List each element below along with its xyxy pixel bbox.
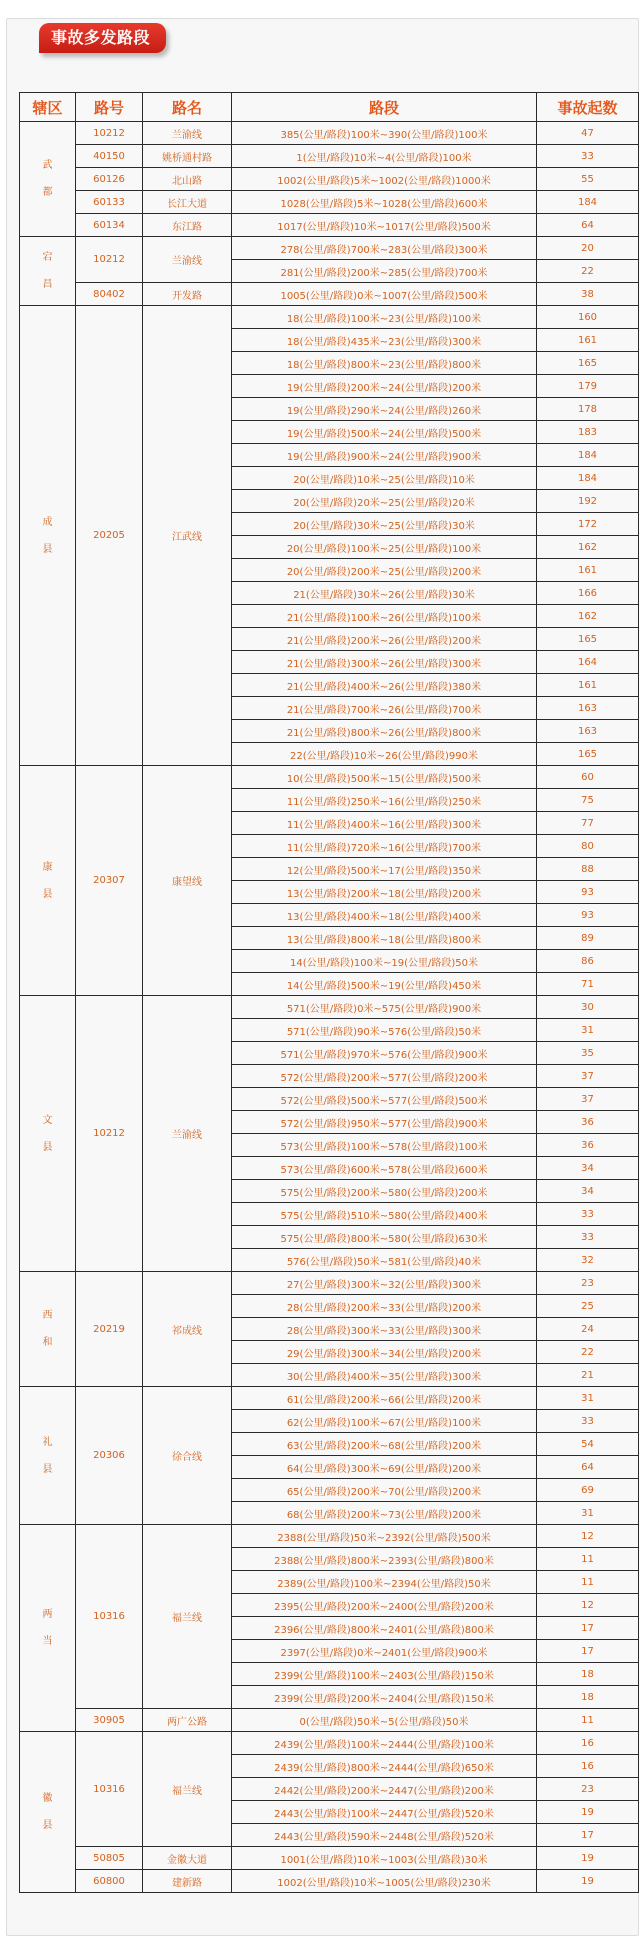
road-number-cell: 10316 — [76, 1525, 143, 1709]
accident-count-cell: 20 — [537, 237, 639, 260]
segment-cell: 19(公里/路段)900米~24(公里/路段)900米 — [232, 444, 537, 467]
segment-cell: 21(公里/路段)300米~26(公里/路段)300米 — [232, 651, 537, 674]
accident-panel — [6, 18, 639, 1936]
segment-cell: 13(公里/路段)800米~18(公里/路段)800米 — [232, 927, 537, 950]
road-number-cell: 60126 — [76, 168, 143, 191]
segment-cell: 1005(公里/路段)0米~1007(公里/路段)500米 — [232, 283, 537, 306]
accident-count-cell: 22 — [537, 260, 639, 283]
segment-cell: 2397(公里/路段)0米~2401(公里/路段)900米 — [232, 1640, 537, 1663]
segment-cell: 14(公里/路段)100米~19(公里/路段)50米 — [232, 950, 537, 973]
district-char: 武 — [42, 160, 53, 171]
district-char: 礼 — [42, 1436, 53, 1448]
segment-cell: 19(公里/路段)290米~24(公里/路段)260米 — [232, 398, 537, 421]
accident-count-cell: 21 — [537, 1364, 639, 1387]
accident-count-cell: 161 — [537, 329, 639, 352]
header-road-number: 路号 — [76, 93, 143, 122]
accident-count-cell: 33 — [537, 1410, 639, 1433]
accident-count-cell: 16 — [537, 1732, 639, 1755]
accident-count-cell: 11 — [537, 1709, 639, 1732]
segment-cell: 21(公里/路段)200米~26(公里/路段)200米 — [232, 628, 537, 651]
accident-count-cell: 38 — [537, 283, 639, 306]
accident-count-cell: 37 — [537, 1088, 639, 1111]
segment-cell: 2439(公里/路段)100米~2444(公里/路段)100米 — [232, 1732, 537, 1755]
accident-count-cell: 25 — [537, 1295, 639, 1318]
accident-count-cell: 17 — [537, 1617, 639, 1640]
segment-cell: 29(公里/路段)300米~34(公里/路段)200米 — [232, 1341, 537, 1364]
district-char: 县 — [42, 1820, 53, 1831]
table-row — [20, 1870, 639, 1893]
district-cell — [20, 766, 76, 996]
road-name-cell: 祁成线 — [143, 1272, 232, 1387]
segment-cell: 20(公里/路段)20米~25(公里/路段)20米 — [232, 490, 537, 513]
segment-cell: 572(公里/路段)950米~577(公里/路段)900米 — [232, 1111, 537, 1134]
table-body — [20, 122, 639, 1893]
road-number-cell: 60133 — [76, 191, 143, 214]
segment-cell: 573(公里/路段)600米~578(公里/路段)600米 — [232, 1157, 537, 1180]
accident-count-cell: 17 — [537, 1640, 639, 1663]
segment-cell: 281(公里/路段)200米~285(公里/路段)700米 — [232, 260, 537, 283]
district-char: 县 — [42, 1141, 53, 1153]
accident-count-cell: 93 — [537, 904, 639, 927]
road-name-cell: 徐合线 — [143, 1387, 232, 1525]
accident-count-cell: 22 — [537, 1341, 639, 1364]
segment-cell: 14(公里/路段)500米~19(公里/路段)450米 — [232, 973, 537, 996]
accident-count-cell: 179 — [537, 375, 639, 398]
accident-count-cell: 37 — [537, 1065, 639, 1088]
accident-count-cell: 184 — [537, 467, 639, 490]
accident-count-cell: 33 — [537, 1226, 639, 1249]
segment-cell: 2439(公里/路段)800米~2444(公里/路段)650米 — [232, 1755, 537, 1778]
road-number-cell: 40150 — [76, 145, 143, 168]
header-accident-count: 事故起数 — [537, 93, 639, 122]
road-name-cell: 康望线 — [143, 766, 232, 996]
segment-cell: 2388(公里/路段)800米~2393(公里/路段)800米 — [232, 1548, 537, 1571]
road-name-cell: 金徽大道 — [143, 1847, 232, 1870]
district-char: 县 — [42, 888, 53, 900]
segment-cell: 1(公里/路段)10米~4(公里/路段)100米 — [232, 145, 537, 168]
table-row — [20, 1709, 639, 1732]
segment-cell: 21(公里/路段)400米~26(公里/路段)380米 — [232, 674, 537, 697]
district-char: 西 — [42, 1310, 53, 1321]
segment-cell: 21(公里/路段)800米~26(公里/路段)800米 — [232, 720, 537, 743]
accident-count-cell: 23 — [537, 1778, 639, 1801]
segment-cell: 0(公里/路段)50米~5(公里/路段)50米 — [232, 1709, 537, 1732]
segment-cell: 2389(公里/路段)100米~2394(公里/路段)50米 — [232, 1571, 537, 1594]
accident-count-cell: 17 — [537, 1824, 639, 1847]
segment-cell: 21(公里/路段)100米~26(公里/路段)100米 — [232, 605, 537, 628]
accident-count-cell: 30 — [537, 996, 639, 1019]
accident-count-cell: 89 — [537, 927, 639, 950]
segment-cell: 278(公里/路段)700米~283(公里/路段)300米 — [232, 237, 537, 260]
accident-count-cell: 19 — [537, 1847, 639, 1870]
district-char: 当 — [42, 1636, 53, 1647]
accident-count-cell: 11 — [537, 1571, 639, 1594]
table-row — [20, 283, 639, 306]
segment-cell: 20(公里/路段)10米~25(公里/路段)10米 — [232, 467, 537, 490]
segment-cell: 19(公里/路段)500米~24(公里/路段)500米 — [232, 421, 537, 444]
segment-cell: 2395(公里/路段)200米~2400(公里/路段)200米 — [232, 1594, 537, 1617]
accident-count-cell: 19 — [537, 1801, 639, 1824]
accident-table — [19, 92, 639, 1893]
accident-count-cell: 178 — [537, 398, 639, 421]
road-name-cell: 姚桥通村路 — [143, 145, 232, 168]
accident-count-cell: 69 — [537, 1479, 639, 1502]
accident-count-cell: 11 — [537, 1548, 639, 1571]
accident-count-cell: 19 — [537, 1870, 639, 1893]
road-name-cell: 江武线 — [143, 306, 232, 766]
header-district: 辖区 — [20, 93, 76, 122]
accident-count-cell: 23 — [537, 1272, 639, 1295]
segment-cell: 30(公里/路段)400米~35(公里/路段)300米 — [232, 1364, 537, 1387]
accident-count-cell: 75 — [537, 789, 639, 812]
table-row — [20, 306, 639, 329]
segment-cell: 576(公里/路段)50米~581(公里/路段)40米 — [232, 1249, 537, 1272]
accident-count-cell: 166 — [537, 582, 639, 605]
segment-cell: 575(公里/路段)200米~580(公里/路段)200米 — [232, 1180, 537, 1203]
road-number-cell: 50805 — [76, 1847, 143, 1870]
segment-cell: 20(公里/路段)30米~25(公里/路段)30米 — [232, 513, 537, 536]
road-number-cell: 80402 — [76, 283, 143, 306]
segment-cell: 571(公里/路段)90米~576(公里/路段)50米 — [232, 1019, 537, 1042]
accident-count-cell: 192 — [537, 490, 639, 513]
segment-cell: 385(公里/路段)100米~390(公里/路段)100米 — [232, 122, 537, 145]
segment-cell: 28(公里/路段)200米~33(公里/路段)200米 — [232, 1295, 537, 1318]
district-char: 和 — [42, 1337, 53, 1348]
accident-count-cell: 34 — [537, 1157, 639, 1180]
table-row — [20, 1525, 639, 1548]
district-char: 徽 — [42, 1793, 53, 1804]
segment-cell: 65(公里/路段)200米~70(公里/路段)200米 — [232, 1479, 537, 1502]
segment-cell: 12(公里/路段)500米~17(公里/路段)350米 — [232, 858, 537, 881]
accident-count-cell: 31 — [537, 1502, 639, 1525]
district-cell — [20, 122, 76, 237]
district-char: 宕 — [42, 252, 53, 263]
segment-cell: 2399(公里/路段)200米~2404(公里/路段)150米 — [232, 1686, 537, 1709]
segment-cell: 28(公里/路段)300米~33(公里/路段)300米 — [232, 1318, 537, 1341]
accident-count-cell: 80 — [537, 835, 639, 858]
district-char: 康 — [42, 861, 53, 873]
road-name-cell: 开发路 — [143, 283, 232, 306]
accident-count-cell: 86 — [537, 950, 639, 973]
accident-count-cell: 165 — [537, 628, 639, 651]
table-row — [20, 1272, 639, 1295]
accident-count-cell: 16 — [537, 1755, 639, 1778]
district-cell — [20, 306, 76, 766]
accident-count-cell: 165 — [537, 743, 639, 766]
accident-count-cell: 33 — [537, 145, 639, 168]
district-cell — [20, 1525, 76, 1732]
accident-count-cell: 18 — [537, 1686, 639, 1709]
segment-cell: 575(公里/路段)800米~580(公里/路段)630米 — [232, 1226, 537, 1249]
district-cell — [20, 1387, 76, 1525]
accident-count-cell: 47 — [537, 122, 639, 145]
segment-cell: 571(公里/路段)0米~575(公里/路段)900米 — [232, 996, 537, 1019]
accident-count-cell: 32 — [537, 1249, 639, 1272]
road-number-cell: 10212 — [76, 237, 143, 283]
segment-cell: 2396(公里/路段)800米~2401(公里/路段)800米 — [232, 1617, 537, 1640]
table-row — [20, 168, 639, 191]
segment-cell: 572(公里/路段)200米~577(公里/路段)200米 — [232, 1065, 537, 1088]
segment-cell: 21(公里/路段)30米~26(公里/路段)30米 — [232, 582, 537, 605]
table-row — [20, 1847, 639, 1870]
district-char: 昌 — [42, 279, 53, 290]
road-number-cell: 20307 — [76, 766, 143, 996]
accident-count-cell: 24 — [537, 1318, 639, 1341]
road-name-cell: 兰渝线 — [143, 122, 232, 145]
table-row — [20, 191, 639, 214]
district-char: 县 — [42, 543, 53, 555]
segment-cell: 1002(公里/路段)10米~1005(公里/路段)230米 — [232, 1870, 537, 1893]
accident-count-cell: 64 — [537, 1456, 639, 1479]
road-name-cell: 兰渝线 — [143, 996, 232, 1272]
table-row — [20, 237, 639, 260]
accident-count-cell: 163 — [537, 720, 639, 743]
accident-count-cell: 164 — [537, 651, 639, 674]
accident-count-cell: 161 — [537, 559, 639, 582]
road-name-cell: 长江大道 — [143, 191, 232, 214]
segment-cell: 2443(公里/路段)100米~2447(公里/路段)520米 — [232, 1801, 537, 1824]
accident-count-cell: 36 — [537, 1134, 639, 1157]
accident-count-cell: 31 — [537, 1019, 639, 1042]
segment-cell: 1001(公里/路段)10米~1003(公里/路段)30米 — [232, 1847, 537, 1870]
segment-cell: 11(公里/路段)250米~16(公里/路段)250米 — [232, 789, 537, 812]
segment-cell: 1017(公里/路段)10米~1017(公里/路段)500米 — [232, 214, 537, 237]
district-char: 文 — [42, 1114, 53, 1126]
accident-count-cell: 163 — [537, 697, 639, 720]
road-number-cell: 10212 — [76, 122, 143, 145]
segment-cell: 571(公里/路段)970米~576(公里/路段)900米 — [232, 1042, 537, 1065]
accident-count-cell: 12 — [537, 1594, 639, 1617]
road-name-cell: 建新路 — [143, 1870, 232, 1893]
road-number-cell: 30905 — [76, 1709, 143, 1732]
accident-count-cell: 162 — [537, 605, 639, 628]
accident-count-cell: 184 — [537, 191, 639, 214]
segment-cell: 64(公里/路段)300米~69(公里/路段)200米 — [232, 1456, 537, 1479]
segment-cell: 2399(公里/路段)100米~2403(公里/路段)150米 — [232, 1663, 537, 1686]
header-road-name: 路名 — [143, 93, 232, 122]
district-char: 都 — [42, 187, 53, 198]
accident-count-cell: 60 — [537, 766, 639, 789]
segment-cell: 19(公里/路段)200米~24(公里/路段)200米 — [232, 375, 537, 398]
district-cell — [20, 1732, 76, 1893]
accident-count-cell: 33 — [537, 1203, 639, 1226]
table-row — [20, 1387, 639, 1410]
district-char: 两 — [42, 1609, 53, 1620]
segment-cell: 2442(公里/路段)200米~2447(公里/路段)200米 — [232, 1778, 537, 1801]
road-number-cell: 20205 — [76, 306, 143, 766]
road-number-cell: 20306 — [76, 1387, 143, 1525]
accident-count-cell: 31 — [537, 1387, 639, 1410]
table-row — [20, 214, 639, 237]
segment-cell: 2443(公里/路段)590米~2448(公里/路段)520米 — [232, 1824, 537, 1847]
district-cell — [20, 996, 76, 1272]
segment-cell: 62(公里/路段)100米~67(公里/路段)100米 — [232, 1410, 537, 1433]
table-row — [20, 766, 639, 789]
accident-count-cell: 18 — [537, 1663, 639, 1686]
segment-cell: 13(公里/路段)400米~18(公里/路段)400米 — [232, 904, 537, 927]
segment-cell: 20(公里/路段)100米~25(公里/路段)100米 — [232, 536, 537, 559]
segment-cell: 573(公里/路段)100米~578(公里/路段)100米 — [232, 1134, 537, 1157]
table-row — [20, 1732, 639, 1755]
segment-cell: 11(公里/路段)400米~16(公里/路段)300米 — [232, 812, 537, 835]
segment-cell: 63(公里/路段)200米~68(公里/路段)200米 — [232, 1433, 537, 1456]
road-number-cell: 10212 — [76, 996, 143, 1272]
district-char: 县 — [42, 1463, 53, 1475]
road-number-cell: 60134 — [76, 214, 143, 237]
road-name-cell: 兰渝线 — [143, 237, 232, 283]
accident-count-cell: 54 — [537, 1433, 639, 1456]
road-name-cell: 两广公路 — [143, 1709, 232, 1732]
table-row — [20, 122, 639, 145]
accident-count-cell: 34 — [537, 1180, 639, 1203]
accident-count-cell: 165 — [537, 352, 639, 375]
road-name-cell: 福兰线 — [143, 1732, 232, 1847]
segment-cell: 2388(公里/路段)50米~2392(公里/路段)500米 — [232, 1525, 537, 1548]
district-cell — [20, 1272, 76, 1387]
road-name-cell: 东江路 — [143, 214, 232, 237]
accident-count-cell: 36 — [537, 1111, 639, 1134]
table-row — [20, 145, 639, 168]
segment-cell: 20(公里/路段)200米~25(公里/路段)200米 — [232, 559, 537, 582]
district-cell — [20, 237, 76, 306]
accident-count-cell: 77 — [537, 812, 639, 835]
segment-cell: 61(公里/路段)200米~66(公里/路段)200米 — [232, 1387, 537, 1410]
segment-cell: 18(公里/路段)800米~23(公里/路段)800米 — [232, 352, 537, 375]
accident-count-cell: 88 — [537, 858, 639, 881]
segment-cell: 10(公里/路段)500米~15(公里/路段)500米 — [232, 766, 537, 789]
district-char: 成 — [42, 516, 53, 528]
accident-count-cell: 64 — [537, 214, 639, 237]
road-name-cell: 福兰线 — [143, 1525, 232, 1709]
segment-cell: 11(公里/路段)720米~16(公里/路段)700米 — [232, 835, 537, 858]
accident-count-cell: 55 — [537, 168, 639, 191]
table-header-row — [20, 93, 639, 122]
segment-cell: 13(公里/路段)200米~18(公里/路段)200米 — [232, 881, 537, 904]
accident-count-cell: 172 — [537, 513, 639, 536]
accident-count-cell: 160 — [537, 306, 639, 329]
table-row — [20, 996, 639, 1019]
accident-count-cell: 161 — [537, 674, 639, 697]
accident-count-cell: 162 — [537, 536, 639, 559]
segment-cell: 575(公里/路段)510米~580(公里/路段)400米 — [232, 1203, 537, 1226]
segment-cell: 1028(公里/路段)5米~1028(公里/路段)600米 — [232, 191, 537, 214]
accident-count-cell: 183 — [537, 421, 639, 444]
accident-count-cell: 71 — [537, 973, 639, 996]
segment-cell: 1002(公里/路段)5米~1002(公里/路段)1000米 — [232, 168, 537, 191]
segment-cell: 21(公里/路段)700米~26(公里/路段)700米 — [232, 697, 537, 720]
segment-cell: 572(公里/路段)500米~577(公里/路段)500米 — [232, 1088, 537, 1111]
section-title-tab: 事故多发路段 — [39, 23, 166, 53]
segment-cell: 18(公里/路段)100米~23(公里/路段)100米 — [232, 306, 537, 329]
accident-count-cell: 35 — [537, 1042, 639, 1065]
segment-cell: 68(公里/路段)200米~73(公里/路段)200米 — [232, 1502, 537, 1525]
road-name-cell: 北山路 — [143, 168, 232, 191]
accident-count-cell: 184 — [537, 444, 639, 467]
road-number-cell: 60800 — [76, 1870, 143, 1893]
segment-cell: 18(公里/路段)435米~23(公里/路段)300米 — [232, 329, 537, 352]
segment-cell: 27(公里/路段)300米~32(公里/路段)300米 — [232, 1272, 537, 1295]
header-segment: 路段 — [232, 93, 537, 122]
segment-cell: 22(公里/路段)10米~26(公里/路段)990米 — [232, 743, 537, 766]
accident-count-cell: 12 — [537, 1525, 639, 1548]
road-number-cell: 10316 — [76, 1732, 143, 1847]
road-number-cell: 20219 — [76, 1272, 143, 1387]
accident-count-cell: 93 — [537, 881, 639, 904]
